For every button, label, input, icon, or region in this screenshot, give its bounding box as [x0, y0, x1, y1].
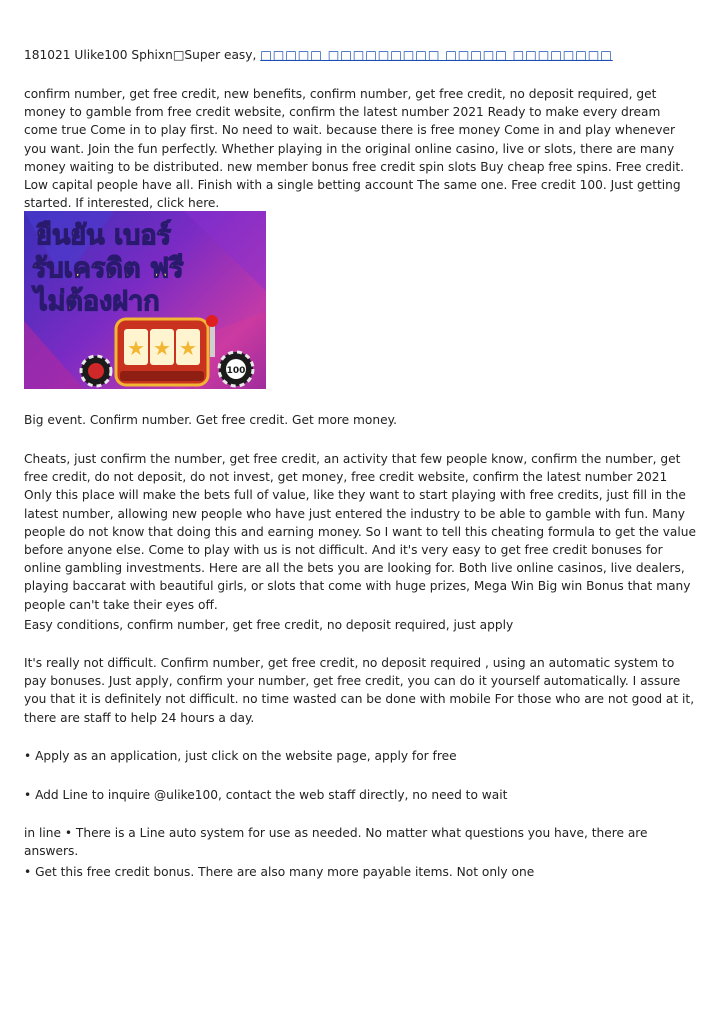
- easy-conditions-paragraph: Easy conditions, confirm number, get free credit, no deposit required, just apply: [24, 618, 514, 632]
- cheats-paragraph: Cheats, just confirm the number, get free credit, an activity that few people know, confirm the number, get free credit, do not deposit, do not invest, get money, free credit website, confirm the latest number 2021 Only this place will make the bets full of value, like they want to start playing with free credits, just fill in the latest number, allowing new people who have just entered the industry to be able to gamble with fun. Many people do not know that doing this and earning money. So I want to tell this cheating formula to get the value before anyone else. Come to play with us is not difficult. And it's very easy to get free credit bonuses for online gambling investments. Here are all the bets you are looking for. Both live online casinos, live dealers, playing baccarat with beautiful girls, or slots that come with huge prizes, Mega Win Big win Bonus that many people can't take their eyes off.: [24, 452, 697, 612]
- chip-label: 100: [226, 366, 246, 376]
- header-text: 181021 Ulike100 Sphixn□Super easy,: [24, 48, 257, 62]
- svg-text:★: ★: [127, 336, 145, 360]
- bullet-line: • Add Line to inquire @ulike100, contact the web staff directly, no need to wait: [24, 788, 508, 802]
- casino-chip-icon: [81, 356, 111, 386]
- svg-text:★: ★: [179, 336, 197, 360]
- bullet-bonus: • Get this free credit bonus. There are also many more payable items. Not only one: [24, 865, 535, 879]
- promo-banner-image: [24, 211, 266, 389]
- bullet-apply: • Apply as an application, just click on the website page, apply for free: [24, 749, 457, 763]
- slot-machine-icon: [116, 315, 218, 385]
- svg-text:★: ★: [153, 336, 171, 360]
- not-difficult-paragraph: It's really not difficult. Confirm number, get free credit, no deposit required , using an automatic system to pay bonuses. Just apply, confirm your number, get free credit, you can do it yourself automatically. I assure you that it is definitely not difficult. no time wasted can be done with mobile For those who are not good at it, there are staff to help 24 hours a day.: [24, 656, 695, 725]
- big-event-paragraph: Big event. Confirm number. Get free credit. Get more money.: [24, 413, 397, 427]
- banner-line-1: ยืนยัน เบอร์: [36, 220, 172, 251]
- intro-paragraph: confirm number, get free credit, new benefits, confirm number, get free credit, no deposit required, get money to gamble from free credit website, confirm the latest number 2021 Ready to make every dream come true Come in to play first. No need to wait. because there is free money Come in and play whenever you want. Join the fun perfectly. Whether playing in the original online casino, live or slots, there are many money waiting to be distributed. new member bonus free credit spin slots Buy cheap free spins. Free credit. Low capital people have all. Finish with a single betting account The same one. Free credit 100. Just getting started. If interested, click here.: [24, 87, 685, 211]
- header-line: [24, 46, 696, 64]
- banner-line-2: รับเครดิต ฟรี: [32, 253, 184, 284]
- casino-chip-100-icon: [219, 352, 253, 386]
- header-link[interactable]: □□□□□ □□□□□□□□□ □□□□□ □□□□□□□□: [260, 48, 613, 62]
- banner-line-3: ไม่ต้องฝาก: [34, 286, 160, 317]
- line-auto-paragraph: in line • There is a Line auto system for use as needed. No matter what questions you have, there are answers.: [24, 826, 648, 859]
